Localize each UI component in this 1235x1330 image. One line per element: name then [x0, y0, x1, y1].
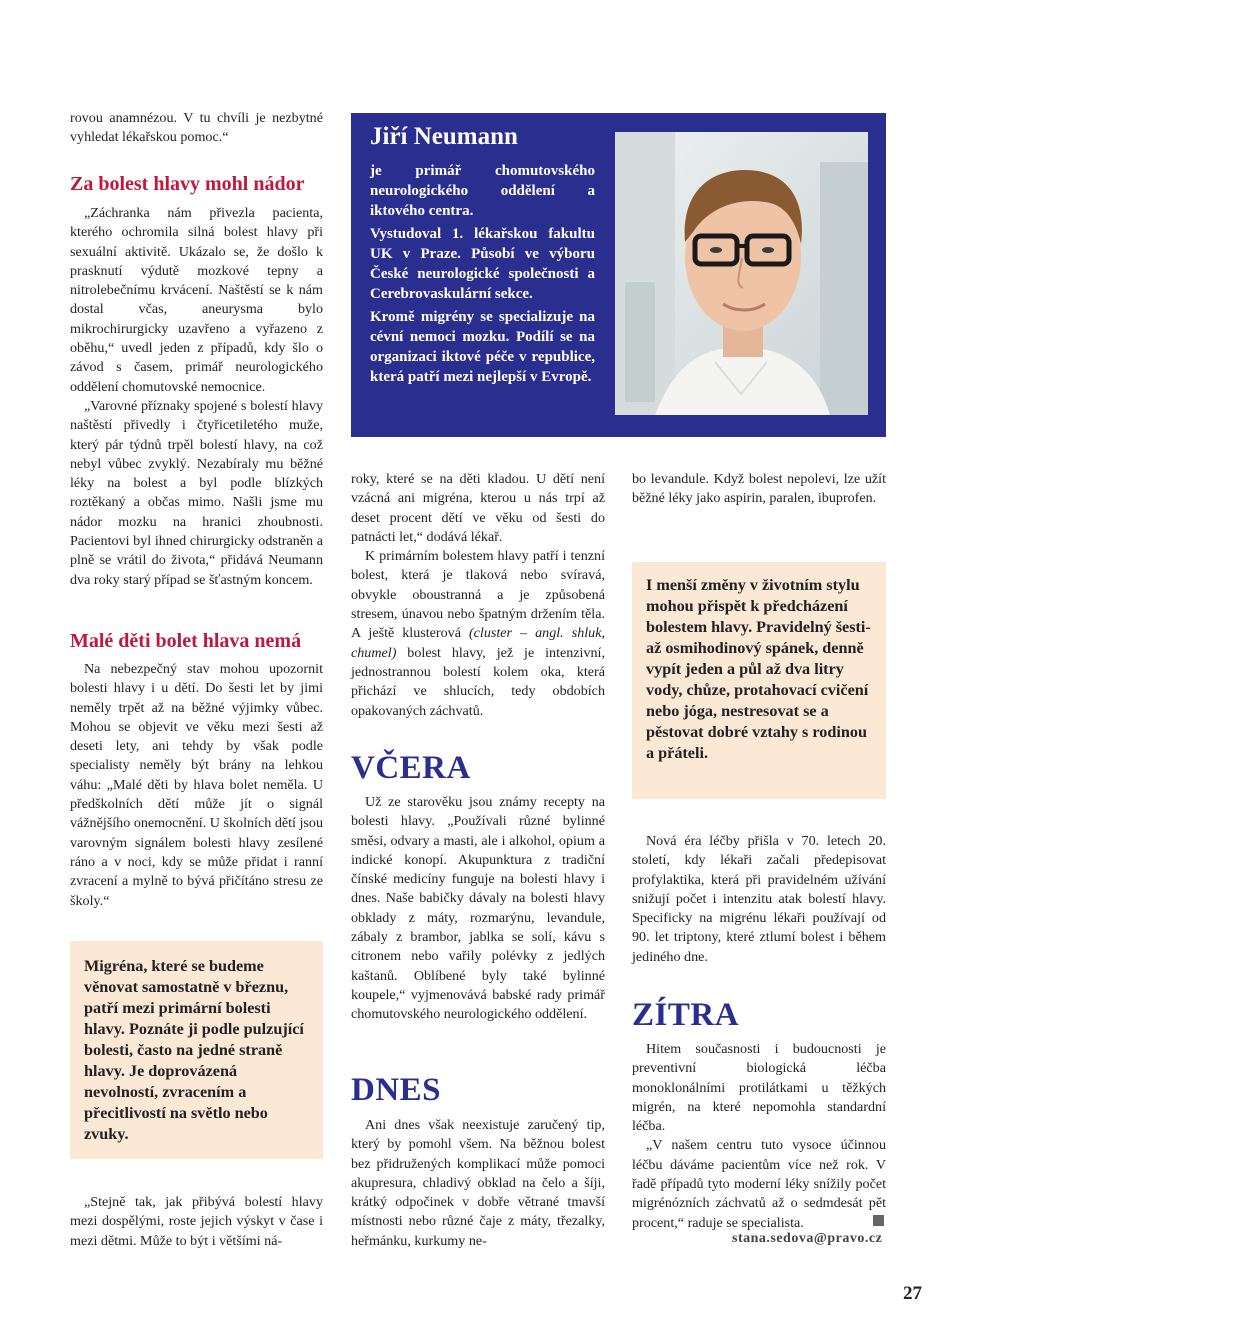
pull-quote-lifestyle: I menší změny v životním stylu mohou přispět k předcházení bolestem hlavy. Pravidelný šesti- až osmihodinový spánek, denně vypít jeden a půl až dva litry vody, chůze, protahovací cvičení nebo jóga, nestresovat se a pěstovat dobré vztahy s rodinou a přáteli. [632, 562, 886, 799]
column-2-today [351, 1116, 605, 1251]
column-2-history [351, 793, 605, 1025]
paragraph: bo levandule. Když bolest nepolevi, lze užít běžné léky jako aspirin, paralen, ibuprofen. [632, 471, 886, 507]
end-mark [873, 1215, 884, 1226]
bio-text [370, 161, 595, 390]
page-number: 27 [903, 1283, 922, 1304]
intro-paragraph: rovou anamnézou. V tu chvíli je nezbytné vyhledat lékařskou pomoc.“ [70, 110, 323, 146]
bio-name: Jiří Neumann [370, 123, 518, 150]
heading-vcera: VČERA [351, 750, 471, 786]
paragraph: Hitem současnosti i budoucnosti je preventivní biologická léčba monoklonálními protilátkami u těžkých migrén, na které nepomohla standardní léčba. [632, 1041, 886, 1135]
column-2-top [351, 470, 605, 721]
author-email: stana.sedova@pravo.cz [732, 1231, 883, 1246]
portrait-photo [615, 132, 868, 415]
bio-box [351, 113, 1235, 437]
column-1-intro [70, 109, 323, 148]
column-1-body [70, 204, 323, 590]
paragraph: „Stejně tak, jak přibývá bolestí hlavy mezi dospělými, roste jejich výskyt v čase i mezi dětmi. Může to být i většími ná- [70, 1194, 323, 1249]
column-3-treatment [632, 832, 886, 967]
text-run: bolest hlavy, jež je intenzivní, jednostrannou bolestí kolem oka, která přichází ve shlucích, tedy obdobích opakovaných záchvatů. [351, 644, 605, 719]
pull-quote-migraine: Migréna, které se budeme věnovat samostatně v březnu, patří mezi primární bolesti hlavy. Poznáte ji podle pulzující bolesti, často na jedné straně hlavy. Je doprovázená nevolností, zvracením a přecitlivostí na světlo nebo zvuky. [70, 941, 323, 1159]
paragraph: Ani dnes však neexistuje zaručený tip, který by pomohl všem. Na běžnou bolest bez přidružených komplikací může pomoci akupresura, chladivý obklad na čelo a šíji, krátký odpočinek v dobře větrané tmavší místnosti nebo různé čaje z máty, třezalky, heřmánku, kurkumy ne- [351, 1117, 605, 1249]
paragraph: „Záchranka nám přivezla pacienta, kterého ochromila silná bolest hlavy při sexuální aktivitě. Ukázalo se, že došlo k prasknutí výdutě mozkové tepny a nitrolebečnímu krvácení. Naštěstí se k nám dostal včas, aneurysma bylo mikrochirurgicky uzavřeno a vyřazeno z oběhu,“ uvedl jeden z případů, kdy šlo o závod s časem, primář neurologického oddělení chomutovské nemocnice. [70, 205, 323, 395]
paragraph [351, 547, 605, 721]
paragraph: Už ze starověku jsou známy recepty na bolesti hlavy. „Používali různé bylinné směsi, odvary a masti, ale i alkohol, opium a indické konopí. Akupunktura z tradiční čínské medicíny funguje na bolesti hlavy i dnes. Naše babičky dávaly na bolesti hlavy obklady z máty, rozmarýnu, levandule, zábaly z brambor, jablka se solí, kávu s citronem nebo vařily polévky z jedlých kaštanů. Oblíbené byly také bylinné koupele,“ vyjmenovává babské rady primář chomutovského neurologického oddělení. [351, 794, 605, 1023]
bio-paragraph: je primář chomutovského neurologického oddělení a iktového centra. [370, 163, 595, 219]
paragraph: roky, které se na děti kladou. U dětí není vzácná ani migréna, kterou u nás trpí až deset procent dětí ve věku od šesti do patnácti let,“ dodává lékař. [351, 471, 605, 545]
heading-children: Malé děti bolet hlava nemá [70, 630, 302, 652]
column-1-end [70, 1193, 323, 1251]
bio-paragraph: Vystudoval 1. lékařskou fakultu UK v Praze. Působí ve výboru České neurologické společnosti a Cerebrovaskulární sekce. [370, 226, 595, 302]
heading-dnes: DNES [351, 1072, 442, 1108]
column-3-future [632, 1040, 886, 1233]
heading-tumor: Za bolest hlavy mohl nádor [70, 173, 305, 195]
text-run-italic: (cluster – angl. shluk, chumel) [351, 625, 605, 661]
heading-zitra: ZÍTRA [632, 997, 740, 1033]
paragraph: Na nebezpečný stav mohou upozornit bolesti hlavy i u dětí. Do šesti let by jimi neměly trpět až na běžné výjimky vůbec. Mohou se objevit ve věku mezi šesti až deseti lety, ani tehdy by však podle specialisty neměly být brány na lehkou váhu: „Malé děti by hlava bolet neměla. U předškolních dětí může jít o signál vážnějšího onemocnění. U školních dětí jsou varovným signálem bolesti hlavy zesílené ráno a v noci, kdy se může přidat i ranní zvracení a mylně to bývá přičítáno stresu ze školy.“ [70, 661, 323, 909]
text-run: K primárním bolestem hlavy patří i tenzní bolest, která je tlaková nebo svíravá, obvykle oboustranná a je způsobená stresem, únavou nebo špatným držením těla. A ještě klusterová [351, 548, 605, 642]
column-1-children [70, 660, 323, 911]
photo-credit: Foto archiv Jiří Neumann [1225, 339, 1235, 433]
paragraph: Nová éra léčby přišla v 70. letech 20. století, kdy lékaři začali předepisovat profylaktika, která při pravidelném užívání snižují počet i intenzitu atak bolestí hlavy. Specificky na migrénu lékaři používají od 90. let triptony, které ztlumí bolest i během jediného dne. [632, 833, 886, 965]
column-3-top [632, 470, 886, 509]
bio-paragraph: Kromě migrény se specializuje na cévní nemoci mozku. Podílí se na organizaci iktové péče v republice, která patří mezi nejlepší v Evropě. [370, 309, 595, 385]
paragraph: „Varovné příznaky spojené s bolestí hlavy naštěstí přivedly i čtyřicetiletého muže, který pár týdnů trpěl bolestí hlavy, na což nebyl vůbec zvyklý. Nezabíraly mu běžné léky na bolest a byl podle blízkých roztěkaný a občas mimo. Našli jsme mu nádor mozku na hranici zhoubnosti. Pacientovi byl ihned chirurgicky odstraněn a plně se vrátil do života,“ přidává Neumann dva roky starý případ se šťastným koncem. [70, 397, 323, 588]
paragraph: „V našem centru tuto vysoce účinnou léčbu dáváme pacientům více než rok. V řadě případů tyto moderní léky snížily počet migrénózních záchvatů až o sedmdesát pět procent,“ raduje se specialista. [632, 1137, 886, 1231]
